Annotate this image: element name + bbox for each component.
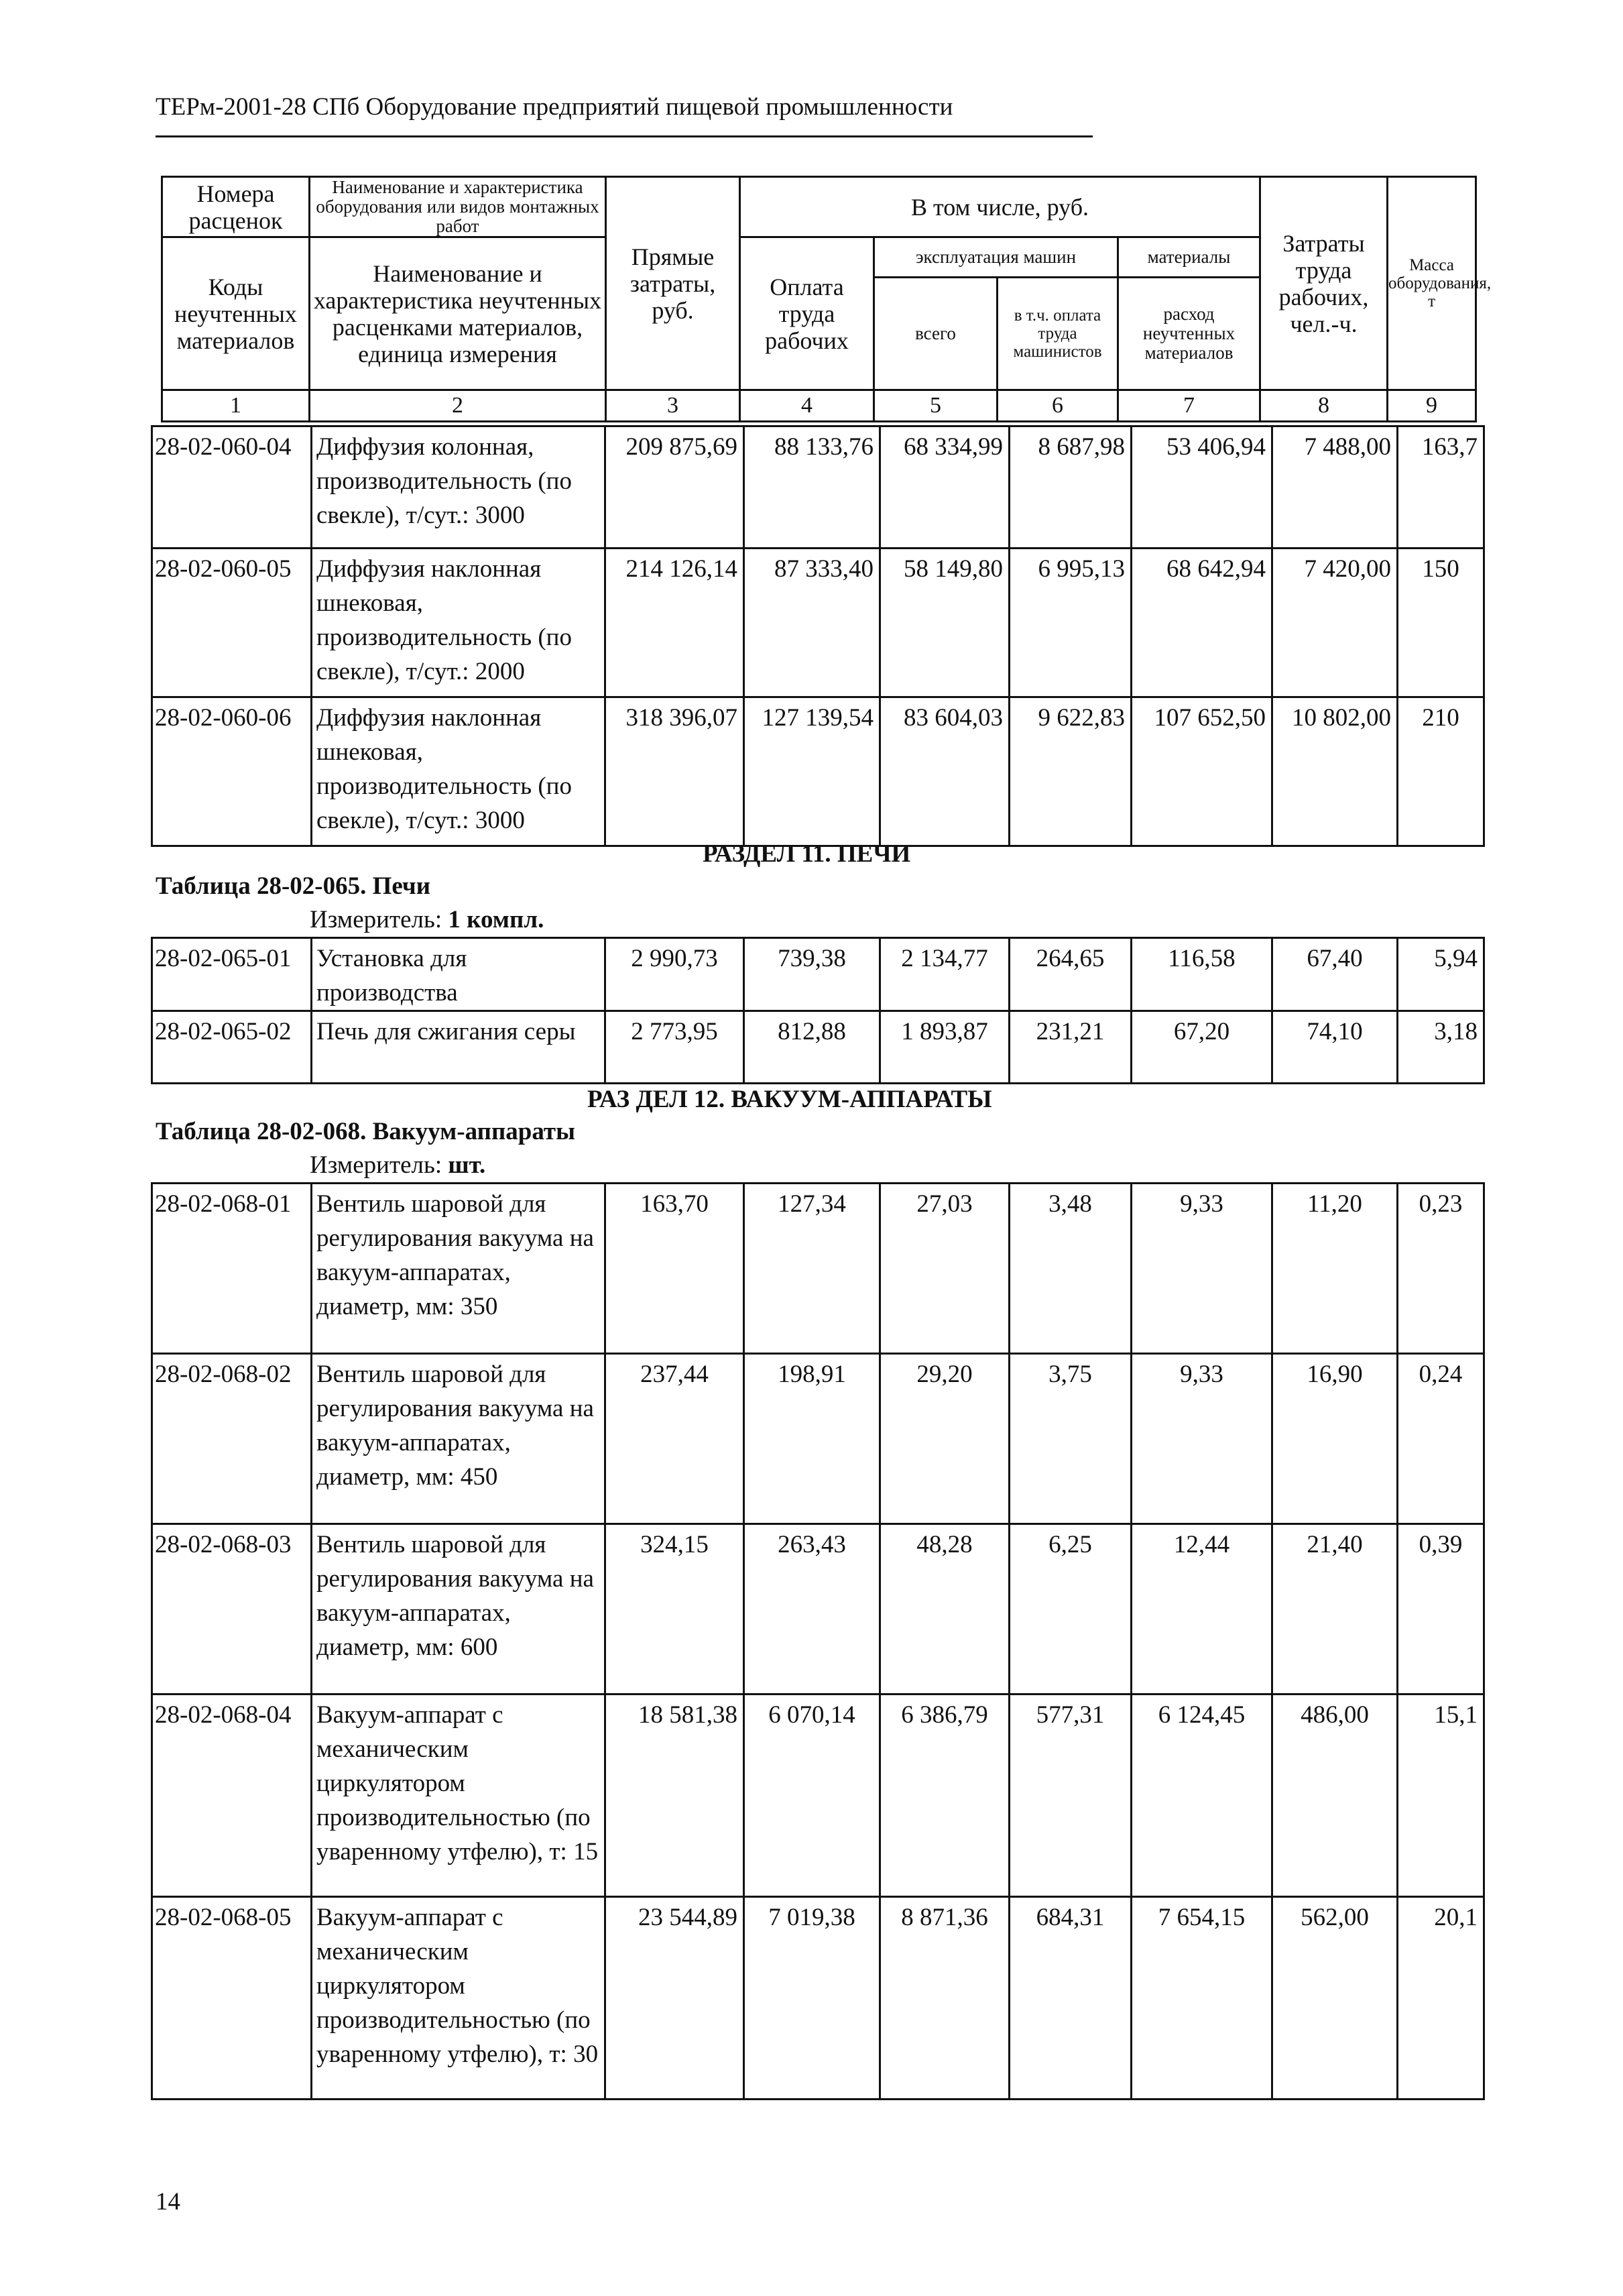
operators-pay: 231,21 — [1010, 1011, 1132, 1084]
rate-code: 28-02-068-01 — [152, 1184, 312, 1354]
direct-costs: 209 875,69 — [605, 426, 744, 549]
meter-label: Измеритель: — [310, 906, 442, 933]
col-unaccounted-materials: расход неучтенных материалов — [1118, 278, 1260, 390]
col-operators-pay: в т.ч. оплата труда машинистов — [998, 278, 1118, 390]
labor-hours: 7 420,00 — [1272, 549, 1398, 697]
labor-hours: 486,00 — [1272, 1695, 1398, 1897]
equipment-mass: 0,24 — [1398, 1354, 1484, 1524]
labor-pay: 812,88 — [744, 1011, 880, 1084]
labor-pay: 263,43 — [744, 1524, 880, 1695]
labor-hours: 67,40 — [1272, 938, 1398, 1011]
machines-total: 48,28 — [880, 1524, 1010, 1695]
col-number: 3 — [606, 390, 740, 422]
work-name: Вентиль шаровой для регулирования вакуума на вакуум-аппаратах, диаметр, мм: 350 — [312, 1184, 605, 1354]
col-number: 5 — [874, 390, 998, 422]
labor-pay: 87 333,40 — [744, 549, 880, 697]
operators-pay: 3,75 — [1010, 1354, 1132, 1524]
col-number: 9 — [1388, 390, 1476, 422]
materials-cost: 9,33 — [1132, 1184, 1272, 1354]
labor-hours: 10 802,00 — [1272, 697, 1398, 846]
labor-hours: 11,20 — [1272, 1184, 1398, 1354]
direct-costs: 18 581,38 — [605, 1695, 744, 1897]
work-name: Вентиль шаровой для регулирования вакуума на вакуум-аппаратах, диаметр, мм: 600 — [312, 1524, 605, 1695]
work-name: Вентиль шаровой для регулирования вакуума на вакуум-аппаратах, диаметр, мм: 450 — [312, 1354, 605, 1524]
labor-pay: 6 070,14 — [744, 1695, 880, 1897]
section-12-title: РАЗ ДЕЛ 12. ВАКУУМ-АППАРАТЫ — [587, 1086, 992, 1113]
equipment-mass: 20,1 — [1398, 1897, 1484, 2100]
section-11-title: РАЗДЕЛ 11. ПЕЧИ — [703, 840, 911, 868]
col-codes-top: Номера расценок — [162, 177, 310, 237]
machines-total: 27,03 — [880, 1184, 1010, 1354]
rate-code: 28-02-060-04 — [152, 426, 312, 549]
labor-pay: 198,91 — [744, 1354, 880, 1524]
col-group-machines: эксплуатация машин — [874, 237, 1118, 278]
operators-pay: 3,48 — [1010, 1184, 1132, 1354]
labor-hours: 74,10 — [1272, 1011, 1398, 1084]
rate-code: 28-02-068-05 — [152, 1897, 312, 2100]
machines-total: 58 149,80 — [880, 549, 1010, 697]
operators-pay: 9 622,83 — [1010, 697, 1132, 846]
equipment-mass: 210 — [1398, 697, 1484, 846]
table-068 — [151, 1182, 1485, 2100]
table-060 — [151, 425, 1485, 847]
col-number: 6 — [998, 390, 1118, 422]
work-name: Диффузия колонная, производительность (по свекле), т/сут.: 3000 — [312, 426, 605, 549]
rate-code: 28-02-068-04 — [152, 1695, 312, 1897]
labor-hours: 7 488,00 — [1272, 426, 1398, 549]
materials-cost: 6 124,45 — [1132, 1695, 1272, 1897]
table-065-meter — [310, 905, 544, 934]
table-065-title: Таблица 28-02-065. Печи — [156, 872, 431, 900]
machines-total: 1 893,87 — [880, 1011, 1010, 1084]
page-title: ТЕРм-2001-28 СПб Оборудование предприятий пищевой промышленности — [156, 93, 953, 121]
operators-pay: 684,31 — [1010, 1897, 1132, 2100]
rate-code: 28-02-060-06 — [152, 697, 312, 846]
materials-cost: 9,33 — [1132, 1354, 1272, 1524]
labor-pay: 88 133,76 — [744, 426, 880, 549]
col-direct-costs: Прямые затраты, руб. — [606, 177, 740, 390]
rate-code: 28-02-068-02 — [152, 1354, 312, 1524]
meter-value: шт. — [448, 1151, 486, 1179]
materials-cost: 53 406,94 — [1132, 426, 1272, 549]
col-number: 8 — [1260, 390, 1388, 422]
machines-total: 8 871,36 — [880, 1897, 1010, 2100]
rate-code: 28-02-060-05 — [152, 549, 312, 697]
direct-costs: 214 126,14 — [605, 549, 744, 697]
work-name: Печь для сжигания серы — [312, 1011, 605, 1084]
materials-cost: 12,44 — [1132, 1524, 1272, 1695]
col-labor-hours: Затраты труда рабочих, чел.-ч. — [1260, 177, 1388, 390]
col-equipment-mass: Масса оборудования, т — [1388, 177, 1476, 390]
work-name: Вакуум-аппарат с механическим циркулятором производительностью (по уваренному утфелю), т: 15 — [312, 1695, 605, 1897]
work-name: Диффузия наклонная шнековая, производительность (по свекле), т/сут.: 3000 — [312, 697, 605, 846]
materials-cost: 107 652,50 — [1132, 697, 1272, 846]
col-name-top: Наименование и характеристика оборудования или видов монтажных работ — [310, 177, 606, 237]
meter-value: 1 компл. — [448, 906, 544, 933]
title-divider — [156, 135, 1093, 137]
machines-total: 68 334,99 — [880, 426, 1010, 549]
col-number: 1 — [162, 390, 310, 422]
labor-pay: 7 019,38 — [744, 1897, 880, 2100]
direct-costs: 324,15 — [605, 1524, 744, 1695]
labor-hours: 562,00 — [1272, 1897, 1398, 2100]
materials-cost: 116,58 — [1132, 938, 1272, 1011]
operators-pay: 8 687,98 — [1010, 426, 1132, 549]
table-065 — [151, 937, 1485, 1084]
direct-costs: 2 773,95 — [605, 1011, 744, 1084]
col-number: 4 — [740, 390, 874, 422]
equipment-mass: 0,39 — [1398, 1524, 1484, 1695]
column-header-table — [161, 176, 1492, 422]
col-group-materials: материалы — [1118, 237, 1260, 278]
machines-total: 2 134,77 — [880, 938, 1010, 1011]
labor-pay: 127 139,54 — [744, 697, 880, 846]
equipment-mass: 150 — [1398, 549, 1484, 697]
col-labor-pay: Оплата труда рабочих — [740, 237, 874, 390]
machines-total: 29,20 — [880, 1354, 1010, 1524]
materials-cost: 68 642,94 — [1132, 549, 1272, 697]
col-number: 2 — [310, 390, 606, 422]
direct-costs: 2 990,73 — [605, 938, 744, 1011]
col-name-bottom: Наименование и характеристика неучтенных расценками материалов, единица измерения — [310, 237, 606, 390]
table-068-title: Таблица 28-02-068. Вакуум-аппараты — [156, 1118, 575, 1145]
equipment-mass: 3,18 — [1398, 1011, 1484, 1084]
equipment-mass: 5,94 — [1398, 938, 1484, 1011]
col-machines-total: всего — [874, 278, 998, 390]
labor-hours: 16,90 — [1272, 1354, 1398, 1524]
labor-pay: 739,38 — [744, 938, 880, 1011]
labor-hours: 21,40 — [1272, 1524, 1398, 1695]
page-number: 14 — [156, 2188, 180, 2216]
direct-costs: 318 396,07 — [605, 697, 744, 846]
equipment-mass: 163,7 — [1398, 426, 1484, 549]
table-068-meter — [310, 1151, 485, 1180]
direct-costs: 23 544,89 — [605, 1897, 744, 2100]
col-codes-bottom: Коды неучтенных материалов — [162, 237, 310, 390]
rate-code: 28-02-065-01 — [152, 938, 312, 1011]
machines-total: 6 386,79 — [880, 1695, 1010, 1897]
equipment-mass: 0,23 — [1398, 1184, 1484, 1354]
operators-pay: 6 995,13 — [1010, 549, 1132, 697]
operators-pay: 6,25 — [1010, 1524, 1132, 1695]
materials-cost: 7 654,15 — [1132, 1897, 1272, 2100]
labor-pay: 127,34 — [744, 1184, 880, 1354]
work-name: Диффузия наклонная шнековая, производительность (по свекле), т/сут.: 2000 — [312, 549, 605, 697]
work-name: Установка для производства — [312, 938, 605, 1011]
col-group-including: В том числе, руб. — [740, 177, 1260, 237]
operators-pay: 264,65 — [1010, 938, 1132, 1011]
rate-code: 28-02-065-02 — [152, 1011, 312, 1084]
rate-code: 28-02-068-03 — [152, 1524, 312, 1695]
equipment-mass: 15,1 — [1398, 1695, 1484, 1897]
direct-costs: 237,44 — [605, 1354, 744, 1524]
meter-label: Измеритель: — [310, 1151, 442, 1179]
col-number: 7 — [1118, 390, 1260, 422]
materials-cost: 67,20 — [1132, 1011, 1272, 1084]
machines-total: 83 604,03 — [880, 697, 1010, 846]
direct-costs: 163,70 — [605, 1184, 744, 1354]
work-name: Вакуум-аппарат с механическим циркулятором производительностью (по уваренному утфелю), т: 30 — [312, 1897, 605, 2100]
operators-pay: 577,31 — [1010, 1695, 1132, 1897]
